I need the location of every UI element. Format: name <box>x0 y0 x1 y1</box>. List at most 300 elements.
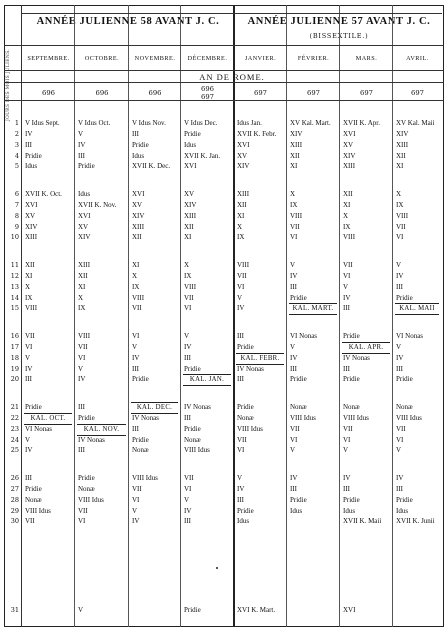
table-cell: VII <box>343 424 353 433</box>
table-cell: XVII K. Maii <box>343 517 382 526</box>
table-cell: VIII <box>396 211 409 220</box>
table-cell: VI <box>78 353 86 362</box>
table-cell: III <box>343 304 350 313</box>
table-cell: Idus <box>343 506 356 515</box>
table-cell: X <box>290 190 296 198</box>
day-number: 20 <box>10 375 19 384</box>
month-header: AVRIL. <box>406 55 429 62</box>
table-cell: IX <box>78 304 86 313</box>
table-cell: V <box>343 446 349 455</box>
table-cell: V <box>132 342 138 351</box>
table-cell: Pridie <box>25 151 42 160</box>
table-cell: VII <box>237 435 247 444</box>
table-cell: XVI <box>78 211 91 220</box>
table-cell: Idus <box>132 151 145 160</box>
table-cell: V <box>25 435 31 444</box>
table-cell: V <box>290 342 296 351</box>
table-cell: VII <box>290 424 300 433</box>
table-cell: V Idus Nov. <box>132 119 166 127</box>
table-cell: V <box>343 282 349 291</box>
divider-column-5 <box>286 5 287 627</box>
table-cell: IV Nonas <box>132 413 159 422</box>
table-cell: III <box>343 484 350 493</box>
table-cell: VIII <box>25 304 38 313</box>
rule-1 <box>4 45 444 46</box>
table-cell: VIII Idus <box>237 424 263 433</box>
day-number: 2 <box>14 129 19 138</box>
table-cell: XII <box>132 233 142 242</box>
year-number-second: 697 <box>201 93 214 101</box>
day-number: 22 <box>10 413 19 422</box>
table-cell: V <box>184 495 190 504</box>
table-cell: Pridie <box>132 435 149 444</box>
day-number: 24 <box>10 435 19 444</box>
table-cell: XVII K. Jan. <box>184 151 221 160</box>
table-cell: V <box>237 293 243 302</box>
table-cell: VII <box>184 474 194 482</box>
table-cell: VII <box>396 424 406 433</box>
month-header: DÉCEMBRE. <box>187 55 228 62</box>
table-cell: XIII <box>237 190 250 198</box>
table-cell: IV <box>25 446 33 455</box>
table-cell: Pridie <box>78 162 95 171</box>
right-year-subtitle: (BISSEXTILE.) <box>309 32 369 40</box>
table-cell: VI <box>396 435 404 444</box>
table-cell: XVI <box>343 606 356 614</box>
month-header: JANVIER. <box>244 55 277 62</box>
day-number: 12 <box>10 271 19 280</box>
table-cell: VIII <box>343 233 356 242</box>
table-cell: IV <box>25 129 33 138</box>
table-cell: XI <box>237 211 245 220</box>
divider-column-7 <box>392 5 393 627</box>
table-cell: XIV <box>343 151 356 160</box>
table-cell: III <box>184 413 191 422</box>
table-cell: VI <box>132 495 140 504</box>
rule-2 <box>4 70 444 71</box>
table-cell: VI Nonas <box>396 332 424 340</box>
table-cell: V Idus Sept. <box>25 119 60 127</box>
table-cell: VI Nonas <box>25 424 53 433</box>
table-cell: III <box>237 495 244 504</box>
table-cell: VIII Idus <box>25 506 51 515</box>
table-cell: X <box>237 222 243 231</box>
table-cell: Nonæ <box>184 435 201 444</box>
table-cell: VII <box>184 293 194 302</box>
table-cell: XII <box>343 190 353 198</box>
table-cell: XVI K. Mart. <box>237 606 276 614</box>
table-cell: IV Nonas <box>78 435 105 444</box>
table-cell: XII <box>290 151 300 160</box>
table-cell: Pridie <box>184 129 201 138</box>
table-cell: IV <box>78 375 86 384</box>
table-cell: VIII <box>237 261 250 269</box>
year-number: 697 <box>254 89 267 97</box>
table-cell: XIV <box>132 211 145 220</box>
month-header: FÉVRIER. <box>297 55 330 62</box>
table-cell: IV <box>184 342 192 351</box>
table-cell: IV Nonas <box>343 353 370 362</box>
table-cell: VIII Idus <box>132 474 158 482</box>
table-cell: IV <box>237 484 245 493</box>
table-cell: III <box>184 517 191 526</box>
table-cell: V <box>237 474 243 482</box>
table-cell: III <box>132 129 139 138</box>
day-number: 15 <box>10 304 19 313</box>
table-cell: VI <box>290 435 298 444</box>
table-cell: V Idus Dec. <box>184 119 218 127</box>
table-cell: XVII K. Apr. <box>343 119 380 127</box>
table-cell: III <box>396 484 403 493</box>
table-cell: VII <box>78 506 88 515</box>
table-cell: IX <box>184 271 192 280</box>
table-cell: XVI <box>343 129 356 138</box>
table-cell: VI <box>184 304 192 313</box>
table-cell: V <box>78 129 84 138</box>
table-cell: IX <box>290 200 298 209</box>
year-number: 696 <box>42 89 55 97</box>
table-cell: Pridie <box>25 403 42 411</box>
table-cell: IV <box>396 353 404 362</box>
table-cell: III <box>237 332 244 340</box>
table-cell: XIV <box>290 129 303 138</box>
table-cell: III <box>290 282 297 291</box>
day-number: 17 <box>10 342 19 351</box>
table-cell: V <box>78 606 84 614</box>
table-cell: V Idus Oct. <box>78 119 111 127</box>
table-cell: Pridie <box>132 375 149 384</box>
side-label: JOURS DES MOIS JULIENS. <box>6 48 11 122</box>
day-number: 14 <box>10 293 19 302</box>
table-cell: IV <box>343 293 351 302</box>
table-cell: IV Nonas <box>237 364 264 373</box>
table-cell: XVI <box>184 162 197 171</box>
table-cell: IV <box>237 304 245 313</box>
table-cell: XII <box>237 200 247 209</box>
kalends-cell: KAL. MAII <box>395 303 439 315</box>
table-cell: Pridie <box>343 375 360 384</box>
day-number: 13 <box>10 282 19 291</box>
table-cell: VII <box>343 261 353 269</box>
table-cell: IX <box>343 222 351 231</box>
table-cell: IV <box>396 474 404 482</box>
table-cell: Idus <box>184 140 197 149</box>
table-cell: XI <box>132 261 140 269</box>
divider-column-6 <box>339 5 340 627</box>
table-cell: III <box>396 364 403 373</box>
table-cell: VII <box>132 484 142 493</box>
day-number: 10 <box>10 233 19 242</box>
table-cell: Pridie <box>184 424 201 433</box>
table-cell: V <box>396 446 402 455</box>
table-cell: Nonæ <box>25 495 42 504</box>
table-cell: X <box>132 271 138 280</box>
table-cell: III <box>290 364 297 373</box>
year-number: 696 <box>148 89 162 97</box>
table-cell: VI Nonas <box>290 332 318 340</box>
table-cell: III <box>343 364 350 373</box>
table-cell: IX <box>396 200 404 209</box>
table-cell: VI <box>78 517 86 526</box>
day-number: 5 <box>14 162 19 171</box>
table-cell: III <box>25 474 32 482</box>
table-cell: XIII <box>290 140 303 149</box>
table-cell: XI <box>78 282 86 291</box>
table-cell: XIV <box>78 233 91 242</box>
table-cell: X <box>78 293 84 302</box>
table-cell: Pridie <box>237 403 254 411</box>
kalends-cell: KAL. OCT. <box>24 413 72 425</box>
day-number: 3 <box>14 140 19 149</box>
table-cell: XV Kal. Maii <box>396 119 435 127</box>
table-cell: XVI <box>132 190 145 198</box>
kalends-cell: KAL. DEC. <box>131 402 178 414</box>
table-cell: III <box>132 424 139 433</box>
table-cell: XI <box>290 162 298 171</box>
table-cell: XV <box>343 140 354 149</box>
table-cell: III <box>78 151 85 160</box>
table-cell: Pridie <box>343 495 360 504</box>
table-cell: VII <box>237 271 247 280</box>
table-cell: XIII <box>78 261 91 269</box>
table-cell: XIV <box>396 129 409 138</box>
table-cell: VI <box>290 233 298 242</box>
table-cell: Pridie <box>132 140 149 149</box>
table-cell: Nonæ <box>78 484 95 493</box>
table-cell: Pridie <box>184 606 201 614</box>
table-cell: XIII <box>396 140 409 149</box>
table-cell: Idus <box>25 162 38 171</box>
table-cell: Nonæ <box>237 413 254 422</box>
table-cell: III <box>25 375 32 384</box>
table-cell: XVI <box>25 200 38 209</box>
table-cell: VI <box>237 446 245 455</box>
year-number: 696 <box>201 85 214 93</box>
table-cell: III <box>25 140 32 149</box>
day-number: 8 <box>14 211 19 220</box>
table-cell: VIII Idus <box>78 495 104 504</box>
divider-day-column <box>21 5 22 627</box>
table-cell: XV <box>132 200 143 209</box>
table-cell: Pridie <box>25 484 42 493</box>
table-cell: XII <box>396 151 406 160</box>
table-cell: IV <box>290 353 298 362</box>
table-cell: V <box>396 261 402 269</box>
table-cell: III <box>396 282 403 291</box>
table-cell: IX <box>25 293 33 302</box>
table-cell: XII <box>184 222 194 231</box>
table-cell: Pridie <box>396 375 413 384</box>
day-number: 28 <box>10 495 19 504</box>
table-cell: IX <box>132 282 140 291</box>
table-cell: Pridie <box>237 506 254 515</box>
table-cell: IV <box>396 271 404 280</box>
day-number: 23 <box>10 424 19 433</box>
table-cell: XIII <box>343 162 356 171</box>
day-number: 7 <box>14 200 19 209</box>
an-de-rome-label: AN DE ROME. <box>199 72 265 82</box>
table-cell: XIV <box>184 200 197 209</box>
table-cell: XI <box>25 271 33 280</box>
month-header: SEPTEMBRE. <box>27 55 70 62</box>
table-cell: Nonæ <box>132 446 149 455</box>
table-cell: XII <box>78 271 88 280</box>
table-cell: VIII Idus <box>290 413 316 422</box>
table-cell: X <box>343 211 349 220</box>
table-cell: Pridie <box>78 474 95 482</box>
day-number: 16 <box>10 332 19 340</box>
day-number: 6 <box>14 190 19 198</box>
table-cell: VI <box>396 233 404 242</box>
day-number: 1 <box>14 119 19 127</box>
table-cell: Pridie <box>396 495 413 504</box>
left-year-title: ANNÉE JULIENNE 58 AVANT J. C. <box>36 16 220 27</box>
table-cell: V <box>25 353 31 362</box>
table-cell: XVII K. Oct. <box>25 190 62 198</box>
table-cell: Nonæ <box>396 403 413 411</box>
table-cell: Pridie <box>184 364 201 373</box>
year-number: 697 <box>307 89 320 97</box>
table-cell: VIII Idus <box>343 413 369 422</box>
table-cell: VIII <box>132 293 145 302</box>
day-number: 11 <box>10 261 19 269</box>
table-cell: XIV <box>25 222 38 231</box>
kalends-cell: KAL. FEBR. <box>236 353 284 365</box>
table-cell: Nonæ <box>343 403 360 411</box>
kalends-cell: KAL. JAN. <box>183 374 231 386</box>
table-cell: VI <box>237 282 245 291</box>
table-cell: XVI <box>237 140 250 149</box>
table-cell: XII <box>25 261 35 269</box>
table-cell: XV Kal. Mart. <box>290 119 331 127</box>
table-cell: X <box>25 282 31 291</box>
table-cell: XI <box>396 162 404 171</box>
day-number: 18 <box>10 353 19 362</box>
ink-dot <box>216 567 218 569</box>
rule-0 <box>22 13 442 14</box>
table-cell: VII <box>25 517 35 526</box>
table-cell: XIV <box>237 162 250 171</box>
table-cell: IV <box>184 506 192 515</box>
day-number: 25 <box>10 446 19 455</box>
table-cell: Pridie <box>343 332 360 340</box>
table-cell: VII <box>396 222 406 231</box>
table-cell: XIII <box>25 233 38 242</box>
table-cell: VIII <box>290 211 303 220</box>
table-cell: IV <box>290 271 298 280</box>
table-cell: III <box>78 403 85 411</box>
year-number: 697 <box>411 89 424 97</box>
table-cell: XVII K. Nov. <box>78 200 117 209</box>
table-cell: VIII <box>184 282 197 291</box>
table-cell: IV <box>132 517 140 526</box>
table-cell: X <box>396 190 402 198</box>
table-cell: V <box>290 261 296 269</box>
table-cell: XV <box>184 190 195 198</box>
table-cell: Pridie <box>78 413 95 422</box>
kalends-cell: KAL. MART. <box>289 303 337 315</box>
table-cell: Idus <box>78 190 91 198</box>
table-cell: VIII Idus <box>184 446 210 455</box>
table-cell: V <box>184 332 190 340</box>
table-cell: Pridie <box>290 375 307 384</box>
table-cell: III <box>184 353 191 362</box>
table-cell: Pridie <box>237 342 254 351</box>
table-cell: III <box>237 375 244 384</box>
day-number: 30 <box>10 517 19 526</box>
table-cell: VII <box>25 332 35 340</box>
right-year-title: ANNÉE JULIENNE 57 AVANT J. C. <box>247 16 431 27</box>
day-number: 19 <box>10 364 19 373</box>
table-cell: VII <box>290 222 300 231</box>
day-number: 31 <box>10 606 19 614</box>
table-cell: VII <box>78 342 88 351</box>
table-cell: V <box>290 446 296 455</box>
day-number: 21 <box>10 403 19 411</box>
rule-3 <box>4 82 444 83</box>
table-cell: V <box>132 506 138 515</box>
table-cell: Idus <box>396 506 409 515</box>
table-cell: Pridie <box>290 495 307 504</box>
table-cell: V <box>396 342 402 351</box>
table-cell: III <box>78 446 85 455</box>
table-cell: VIII <box>78 332 91 340</box>
day-number: 4 <box>14 151 19 160</box>
table-cell: Nonæ <box>290 403 307 411</box>
table-cell: IV <box>290 474 298 482</box>
table-cell: XVII K. Febr. <box>237 129 277 138</box>
day-number: 9 <box>14 222 19 231</box>
table-cell: IV <box>132 353 140 362</box>
table-cell: Idus <box>237 517 250 526</box>
table-cell: IX <box>237 233 245 242</box>
table-cell: XV <box>25 211 36 220</box>
table-cell: Idus Jan. <box>237 119 262 127</box>
table-cell: XI <box>184 233 192 242</box>
table-cell: X <box>184 261 190 269</box>
table-cell: Pridie <box>396 293 413 302</box>
table-cell: XIII <box>184 211 197 220</box>
year-number: 697 <box>360 89 373 97</box>
table-cell: VIII Idus <box>396 413 422 422</box>
day-number: 26 <box>10 474 19 482</box>
table-cell: III <box>290 484 297 493</box>
year-number: 696 <box>95 89 109 97</box>
table-cell: XVII K. Dec. <box>132 162 171 171</box>
table-cell: V <box>78 364 84 373</box>
month-header: OCTOBRE. <box>84 55 120 62</box>
table-cell: VI <box>184 484 192 493</box>
kalends-cell: KAL. APR. <box>342 342 390 354</box>
table-cell: VI <box>343 435 351 444</box>
table-cell: IV <box>343 474 351 482</box>
day-number: 29 <box>10 506 19 515</box>
table-cell: XVII K. Junii <box>396 517 435 526</box>
table-cell: IV <box>25 364 33 373</box>
month-header: MARS. <box>355 55 378 62</box>
table-cell: VI <box>132 332 140 340</box>
divider-column-2 <box>128 5 129 627</box>
table-cell: XI <box>343 200 351 209</box>
table-cell: Pridie <box>290 293 307 302</box>
table-cell: Idus <box>290 506 303 515</box>
calendar-table <box>4 5 444 627</box>
table-cell: III <box>132 364 139 373</box>
table-cell: IV <box>78 140 86 149</box>
table-cell: XV <box>237 151 248 160</box>
kalends-cell: KAL. NOV. <box>77 424 126 436</box>
table-cell: VI <box>343 271 351 280</box>
